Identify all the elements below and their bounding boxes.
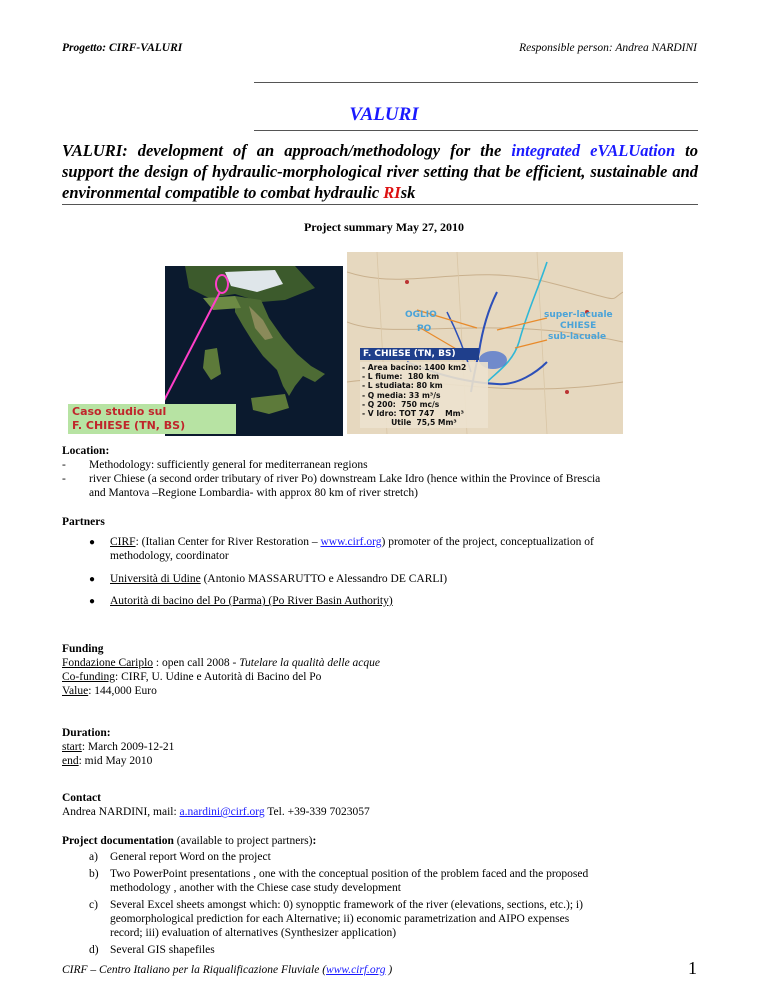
location-heading: Location: bbox=[62, 445, 110, 457]
list-marker: b) bbox=[89, 868, 99, 880]
list-item: record; iii) evaluation of alternatives (Synthesizer application) bbox=[110, 927, 397, 939]
cofunding-line: Co-funding: CIRF, U. Udine e Autorità di Bacino del Po bbox=[62, 671, 322, 683]
list-item: and Mantova –Regione Lombardia- with approx 80 km of river stretch) bbox=[89, 487, 418, 499]
list-item: methodology , another with the Chiese case study development bbox=[110, 882, 401, 894]
documentation-heading: Project documentation (available to project partners): bbox=[62, 835, 317, 847]
value-line: Value: 144,000 Euro bbox=[62, 685, 157, 697]
cirf-link[interactable]: www.cirf.org bbox=[320, 536, 382, 548]
map-label-chiese: CHIESE bbox=[560, 321, 597, 331]
partners-heading: Partners bbox=[62, 516, 105, 528]
list-item: Methodology: sufficiently general for mediterranean regions bbox=[89, 459, 368, 471]
list-item: geomorphological prediction for each Alternative; ii) economic parametrization and AIPO expenses bbox=[110, 913, 570, 925]
page-number: 1 bbox=[688, 958, 697, 978]
list-item: CIRF: (Italian Center for River Restoration – www.cirf.org) promoter of the project, conceptualization of bbox=[110, 536, 594, 548]
list-item: Autorità di bacino del Po (Parma) (Po River Basin Authority) bbox=[110, 595, 393, 607]
list-item: General report Word on the project bbox=[110, 851, 271, 863]
list-marker: d) bbox=[89, 944, 99, 956]
header-project: Progetto: CIRF-VALURI bbox=[62, 42, 183, 54]
list-item: methodology, coordinator bbox=[110, 550, 229, 562]
map-label-oglio: OGLIO bbox=[405, 310, 437, 320]
list-item: Several Excel sheets amongst which: 0) synopptic framework of the river (elevations, sections, etc.); i) bbox=[110, 899, 583, 911]
list-item: river Chiese (a second order tributary of river Po) downstream Lake Idro (hence within the Province of Brescia bbox=[89, 473, 601, 485]
start-line: start: March 2009-12-21 bbox=[62, 741, 175, 753]
list-marker: a) bbox=[89, 851, 98, 863]
footer-link[interactable]: www.cirf.org bbox=[326, 964, 386, 976]
project-subtitle: VALURI: development of an approach/methodology for the integrated eVALUation to support the design of hydraulic-morphological river setting that be efficient, sustainable and environmental compatible to combat hydraulic RIsk bbox=[62, 141, 698, 202]
list-marker: c) bbox=[89, 899, 98, 911]
end-line: end: mid May 2010 bbox=[62, 755, 153, 767]
summary-heading: Project summary May 27, 2010 bbox=[303, 220, 465, 234]
map-label-po: PO bbox=[417, 324, 432, 334]
funding-heading: Funding bbox=[62, 643, 104, 655]
map-label-sub-lacuale: sub-lacuale bbox=[548, 332, 607, 342]
contact-line: Andrea NARDINI, mail: a.nardini@cirf.org Tel. +39-339 7023057 bbox=[62, 806, 370, 818]
duration-heading: Duration: bbox=[62, 727, 111, 739]
list-item: Several GIS shapefiles bbox=[110, 944, 215, 956]
map-facts-box: - Area bacino: 1400 km2 - L fiume: 180 km - L studiata: 80 km - Q media: 33 m³/s - Q 200: 750 mc/s - V Idro: TOT 747 Mm³ Utile 75,5 Mm³ bbox=[360, 362, 488, 428]
email-link[interactable]: a.nardini@cirf.org bbox=[179, 806, 265, 818]
divider bbox=[254, 130, 698, 131]
header-responsible: Responsible person: Andrea NARDINI bbox=[519, 42, 697, 54]
divider bbox=[62, 204, 698, 205]
divider bbox=[254, 82, 698, 83]
case-study-label: Caso studio sul F. CHIESE (TN, BS) bbox=[68, 404, 236, 434]
funding-line: Fondazione Cariplo : open call 2008 - Tutelare la qualità delle acque bbox=[62, 657, 381, 669]
list-item: Two PowerPoint presentations , one with the conceptual position of the problem faced and the proposed bbox=[110, 868, 589, 880]
footer-text: CIRF – Centro Italiano per la Riqualificazione Fluviale (www.cirf.org ) bbox=[62, 964, 393, 976]
list-item: Università di Udine (Antonio MASSARUTTO e Alessandro DE CARLI) bbox=[110, 573, 448, 585]
map-title-box: F. CHIESE (TN, BS) bbox=[360, 348, 479, 360]
page-title: VALURI bbox=[349, 104, 419, 125]
contact-heading: Contact bbox=[62, 792, 101, 804]
map-label-super-lacuale: super-lacuale bbox=[544, 310, 613, 320]
